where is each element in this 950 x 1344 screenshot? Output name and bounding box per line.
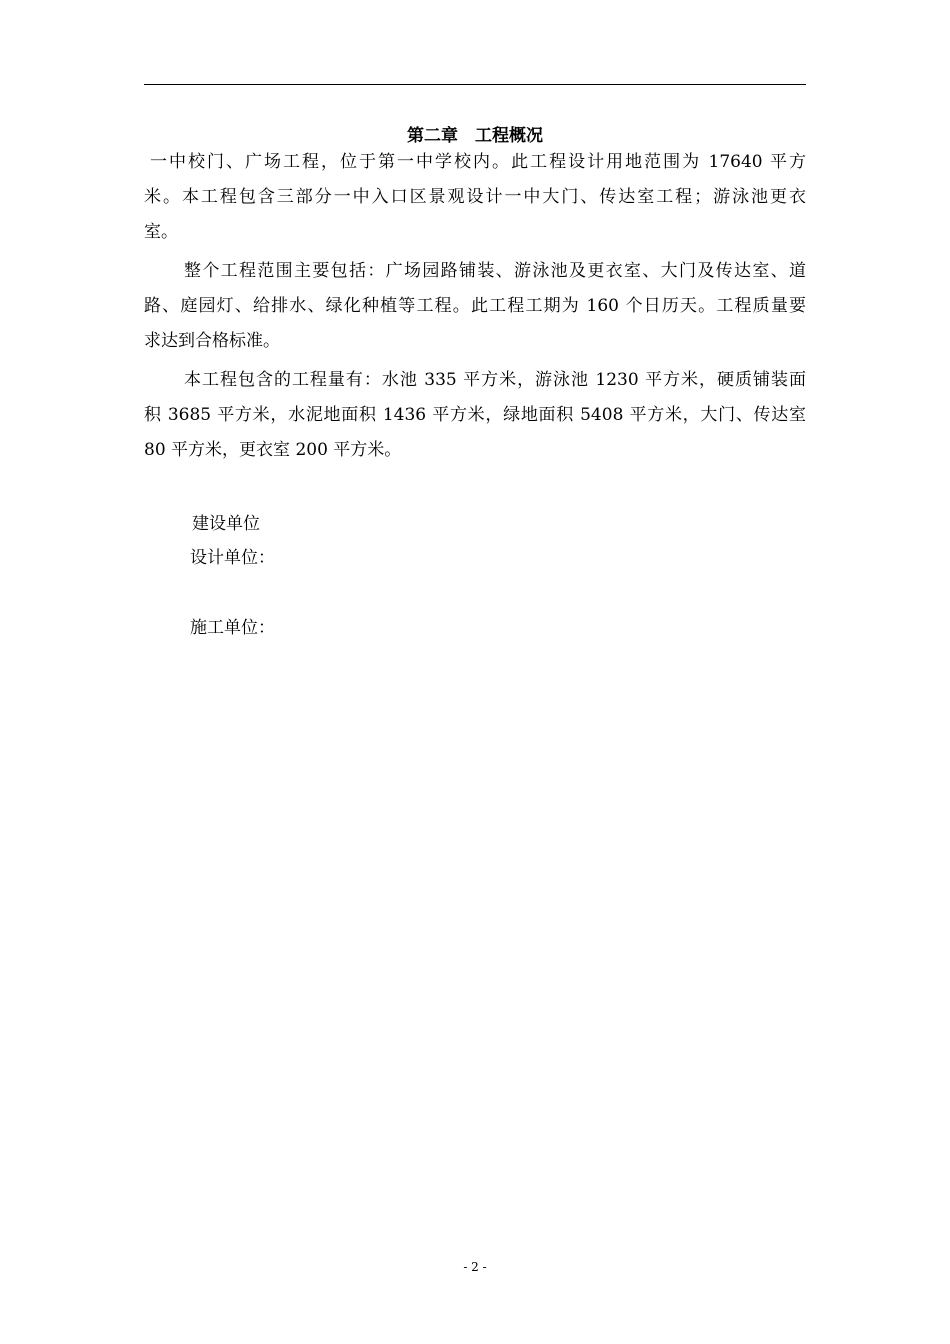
construction-unit-label: 建设单位 bbox=[192, 514, 260, 534]
design-unit-label: 设计单位： bbox=[190, 548, 275, 568]
overview-paragraph-3 bbox=[144, 363, 806, 468]
paragraph-line: 本工程包含的工程量有：水池 335 平方米，游泳池 1230 平方米，硬质铺装面 bbox=[184, 370, 806, 390]
paragraph-line: 整个工程范围主要包括：广场园路铺装、游泳池及更衣室、大门及传达室、道 bbox=[184, 261, 806, 281]
chapter-title: 第二章 工程概况 bbox=[407, 126, 543, 146]
contractor-unit-label: 施工单位： bbox=[190, 618, 275, 638]
page-number: - 2 - bbox=[463, 1260, 487, 1274]
overview-paragraph-2 bbox=[144, 254, 806, 359]
header-rule bbox=[144, 84, 806, 85]
paragraph-line: 室。 bbox=[144, 222, 178, 242]
paragraph-line: 米。本工程包含三部分一中入口区景观设计一中大门、传达室工程；游泳池更衣 bbox=[144, 187, 806, 207]
overview-paragraph-1 bbox=[144, 145, 806, 250]
paragraph-line: 积 3685 平方米，水泥地面积 1436 平方米，绿地面积 5408 平方米，大门、传达室 bbox=[144, 405, 806, 425]
paragraph-line: 求达到合格标准。 bbox=[144, 331, 280, 351]
paragraph-line: 一中校门、广场工程，位于第一中学校内。此工程设计用地范围为 17640 平方 bbox=[150, 152, 806, 172]
paragraph-line: 路、庭园灯、给排水、绿化种植等工程。此工程工期为 160 个日历天。工程质量要 bbox=[144, 296, 806, 316]
paragraph-line: 80 平方米，更衣室 200 平方米。 bbox=[144, 440, 402, 460]
